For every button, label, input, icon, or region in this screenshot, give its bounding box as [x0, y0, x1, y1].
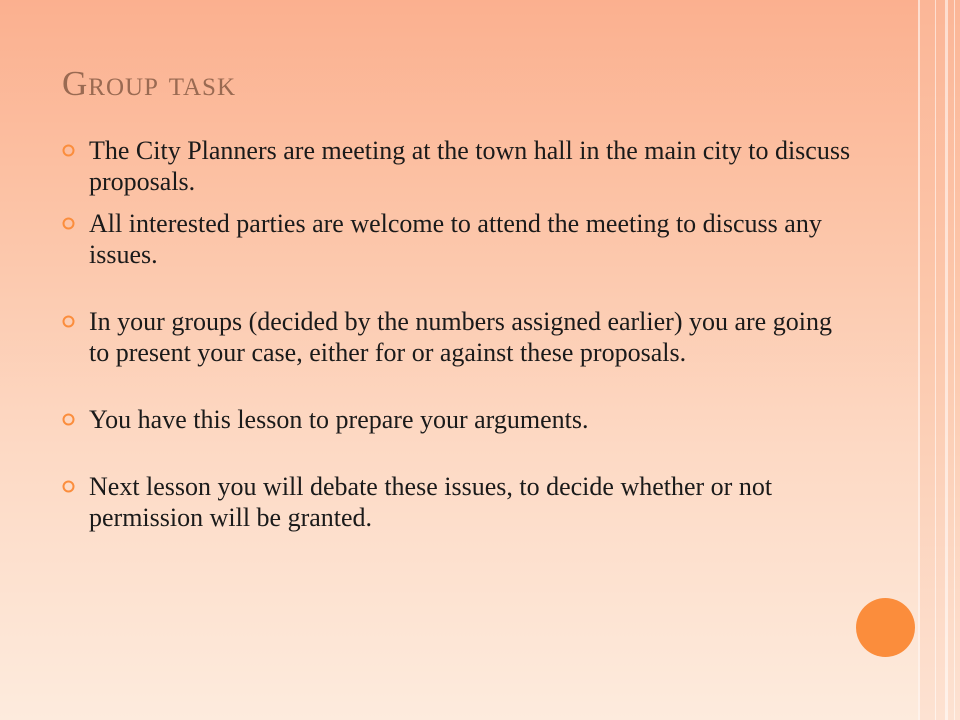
decorative-orange-circle: [856, 598, 915, 657]
bullet-text: You have this lesson to prepare your arguments.: [89, 405, 589, 434]
bullet-ring-icon: [62, 144, 75, 157]
slide-edge-line: [918, 0, 920, 720]
bullet-item: [62, 471, 852, 533]
bullet-list: [62, 135, 852, 544]
bullet-ring-icon: [62, 480, 75, 493]
bullet-text: The City Planners are meeting at the town hall in the main city to discuss proposals.: [89, 136, 851, 196]
bullet-item: [62, 404, 852, 435]
slide-edge-line: [935, 0, 936, 720]
bullet-text: Next lesson you will debate these issues, to decide whether or not permission will be granted.: [89, 472, 773, 532]
bullet-ring-icon: [62, 217, 75, 230]
slide-edge-line: [954, 0, 955, 720]
bullet-text: In your groups (decided by the numbers assigned earlier) you are going to present your case, either for or against these proposals.: [89, 307, 832, 367]
bullet-ring-icon: [62, 413, 75, 426]
bullet-item: [62, 135, 852, 197]
slide-edge-line: [945, 0, 948, 720]
bullet-item: [62, 306, 852, 368]
slide-title: Group task: [62, 64, 236, 103]
bullet-item: [62, 208, 852, 270]
bullet-text: All interested parties are welcome to attend the meeting to discuss any issues.: [89, 209, 822, 269]
bullet-ring-icon: [62, 315, 75, 328]
